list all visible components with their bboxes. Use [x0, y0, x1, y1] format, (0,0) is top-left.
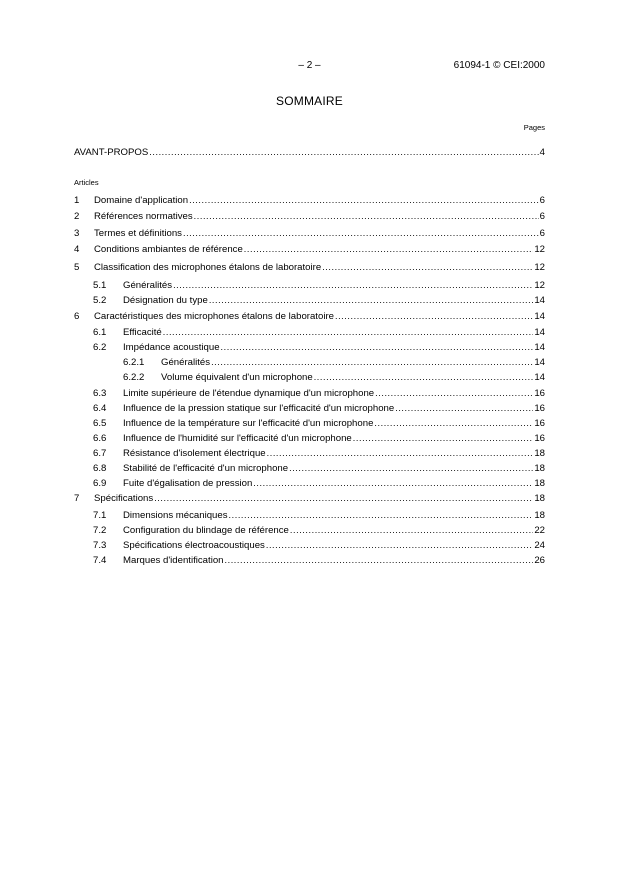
toc-entry-number: 7: [74, 493, 80, 504]
document-reference: 61094-1 © CEI:2000: [453, 60, 545, 71]
toc-page-number: 16: [534, 418, 545, 429]
toc-page-number: 12: [534, 280, 545, 291]
toc-page-number: 4: [539, 147, 545, 158]
toc-page-number: 6: [539, 228, 545, 239]
toc-leader-dots: [173, 278, 533, 292]
toc-page-number: 12: [534, 244, 545, 255]
toc-leader-dots: [221, 340, 534, 354]
toc-page-number: 18: [534, 510, 545, 521]
toc-leader-dots: [335, 309, 533, 323]
toc-entry-number: 5.1: [93, 280, 107, 291]
toc-row[interactable]: [93, 508, 545, 522]
toc-row[interactable]: [93, 325, 545, 339]
toc-leader-dots: [154, 491, 533, 505]
toc-page-number: 14: [534, 342, 545, 353]
toc-row[interactable]: [93, 416, 545, 430]
toc-entry-text: Stabilité de l'efficacité d'un microphone: [123, 463, 289, 474]
toc-page-number: 6: [539, 195, 545, 206]
toc-row[interactable]: [93, 476, 545, 490]
toc-row[interactable]: [74, 260, 545, 274]
toc-leader-dots: [183, 226, 539, 240]
toc-page-number: 18: [534, 448, 545, 459]
toc-row-avant-propos[interactable]: [74, 145, 545, 159]
toc-entry-text: Limite supérieure de l'étendue dynamique d'un microphone: [123, 388, 375, 399]
toc-leader-dots: [322, 260, 533, 274]
toc-page-number: 16: [534, 403, 545, 414]
toc-entry-text: Impédance acoustique: [123, 342, 220, 353]
toc-leader-dots: [375, 386, 533, 400]
toc-row[interactable]: [93, 523, 545, 537]
toc-leader-dots: [189, 193, 539, 207]
toc-entry-number: 6.8: [93, 463, 107, 474]
toc-entry-number: 7.4: [93, 555, 107, 566]
toc-leader-dots: [209, 293, 534, 307]
toc-page-number: 12: [534, 262, 545, 273]
toc-entry-number: 6.4: [93, 403, 107, 414]
toc-entry-text: Dimensions mécaniques: [123, 510, 228, 521]
toc-entry-number: 6.3: [93, 388, 107, 399]
toc-entry-text: Références normatives: [94, 211, 193, 222]
toc-row[interactable]: [74, 209, 545, 223]
toc-entry-text: Désignation du type: [123, 295, 208, 306]
toc-page-number: 14: [534, 327, 545, 338]
toc-row[interactable]: [93, 340, 545, 354]
toc-page-number: 14: [534, 357, 545, 368]
page-number: – 2 –: [298, 60, 321, 71]
toc-page-number: 26: [534, 555, 545, 566]
toc-leader-dots: [244, 242, 534, 256]
toc-leader-dots: [374, 416, 533, 430]
toc-leader-dots: [395, 401, 533, 415]
toc-leader-dots: [229, 508, 534, 522]
toc-entry-number: 7.2: [93, 525, 107, 536]
toc-entry-number: 5.2: [93, 295, 107, 306]
toc-entry-text: Caractéristiques des microphones étalons de laboratoire: [94, 311, 334, 322]
toc-row[interactable]: [74, 193, 545, 207]
toc-entry-number: 7.3: [93, 540, 107, 551]
toc-page-number: 18: [534, 493, 545, 504]
articles-label: Articles: [74, 178, 99, 187]
toc-page-number: 6: [539, 211, 545, 222]
toc-entry-number: 2: [74, 211, 80, 222]
toc-entry-number: 6.7: [93, 448, 107, 459]
toc-entry-text: Conditions ambiantes de référence: [94, 244, 243, 255]
pages-column-label: Pages: [523, 123, 545, 132]
toc-row[interactable]: [93, 553, 545, 567]
toc-row[interactable]: [93, 446, 545, 460]
toc-entry-text: Influence de l'humidité sur l'efficacité d'un microphone: [123, 433, 352, 444]
toc-entry-text: Volume équivalent d'un microphone: [161, 372, 313, 383]
toc-row[interactable]: [74, 242, 545, 256]
toc-entry-text: Fuite d'égalisation de pression: [123, 478, 253, 489]
toc-leader-dots: [289, 461, 533, 475]
toc-entry-text: Termes et définitions: [94, 228, 182, 239]
toc-row[interactable]: [93, 401, 545, 415]
toc-entry-text: Généralités: [161, 357, 211, 368]
toc-leader-dots: [266, 538, 533, 552]
toc-entry-number: 7.1: [93, 510, 107, 521]
page-title: SOMMAIRE: [276, 94, 343, 108]
toc-entry-number: 6.5: [93, 418, 107, 429]
toc-page-number: 14: [534, 372, 545, 383]
toc-entry-text: Marques d'identification: [123, 555, 224, 566]
toc-page-number: 14: [534, 311, 545, 322]
toc-page-number: 18: [534, 463, 545, 474]
toc-leader-dots: [353, 431, 534, 445]
toc-row[interactable]: [74, 309, 545, 323]
toc-leader-dots: [314, 370, 534, 384]
toc-row[interactable]: [123, 370, 545, 384]
toc-leader-dots: [253, 476, 533, 490]
toc-entry-number: 6.6: [93, 433, 107, 444]
toc-row[interactable]: [93, 293, 545, 307]
toc-entry-text: Généralités: [123, 280, 173, 291]
toc-entry-number: 6: [74, 311, 80, 322]
toc-page-number: 22: [534, 525, 545, 536]
toc-row[interactable]: [93, 278, 545, 292]
toc-leader-dots: [194, 209, 539, 223]
toc-entry-text: Configuration du blindage de référence: [123, 525, 289, 536]
toc-entry-text: AVANT-PROPOS: [74, 147, 149, 158]
toc-entry-number: 1: [74, 195, 80, 206]
toc-entry-number: 6.1: [93, 327, 107, 338]
toc-row[interactable]: [93, 461, 545, 475]
toc-entry-text: Spécifications électroacoustiques: [123, 540, 265, 551]
toc-entry-number: 6.2: [93, 342, 107, 353]
toc-row[interactable]: [74, 226, 545, 240]
toc-entry-number: 6.2.1: [123, 357, 145, 368]
toc-entry-text: Classification des microphones étalons de laboratoire: [94, 262, 322, 273]
toc-entry-number: 6.9: [93, 478, 107, 489]
toc-leader-dots: [211, 355, 533, 369]
toc-entry-number: 6.2.2: [123, 372, 145, 383]
toc-leader-dots: [267, 446, 534, 460]
toc-entry-text: Influence de la température sur l'efficacité d'un microphone: [123, 418, 374, 429]
toc-row[interactable]: [93, 431, 545, 445]
toc-page-number: 16: [534, 433, 545, 444]
toc-entry-number: 4: [74, 244, 80, 255]
toc-entry-text: Domaine d'application: [94, 195, 189, 206]
toc-leader-dots: [149, 145, 538, 159]
toc-entry-text: Spécifications: [94, 493, 154, 504]
toc-leader-dots: [290, 523, 533, 537]
toc-page-number: 18: [534, 478, 545, 489]
toc-entry-number: 5: [74, 262, 80, 273]
toc-row[interactable]: [93, 538, 545, 552]
toc-entry-text: Influence de la pression statique sur l'efficacité d'un microphone: [123, 403, 395, 414]
toc-leader-dots: [163, 325, 534, 339]
toc-entry-text: Résistance d'isolement électrique: [123, 448, 266, 459]
toc-entry-number: 3: [74, 228, 80, 239]
toc-entry-text: Efficacité: [123, 327, 162, 338]
toc-page-number: 24: [534, 540, 545, 551]
toc-page-number: 14: [534, 295, 545, 306]
toc-row[interactable]: [123, 355, 545, 369]
toc-row[interactable]: [74, 491, 545, 505]
toc-page-number: 16: [534, 388, 545, 399]
toc-row[interactable]: [93, 386, 545, 400]
toc-leader-dots: [225, 553, 534, 567]
